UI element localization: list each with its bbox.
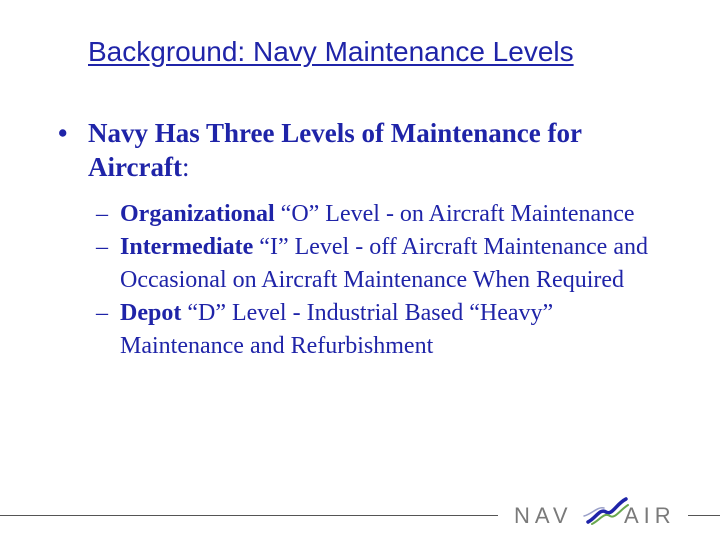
sub-bullet-organizational <box>96 198 676 231</box>
dash-icon: – <box>96 234 108 260</box>
sub-bullet-text: “D” Level - Industrial Based “Heavy” Maintenance and Refurbishment <box>120 300 554 359</box>
sub-bullet-bold: Organizational <box>120 201 275 227</box>
main-bullet-text-wrap <box>88 116 678 184</box>
dash-icon: – <box>96 300 108 326</box>
dash-icon: – <box>96 201 108 227</box>
footer-rule-left <box>0 515 498 516</box>
sub-bullet-depot <box>96 297 676 363</box>
main-bullet <box>58 116 678 184</box>
bullet-dot-icon: • <box>58 118 68 148</box>
main-bullet-text: Navy Has Three Levels of Maintenance for Aircraft <box>88 118 582 182</box>
logo-left-text: NAV <box>514 503 573 528</box>
sub-bullet-text: “I” Level - off Aircraft Maintenance and Occasional on Aircraft Maintenance When Required <box>120 234 648 293</box>
logo-right-text: AIR <box>624 503 676 528</box>
footer-rule-right <box>688 515 720 516</box>
slide-title: Background: Navy Maintenance Levels <box>88 36 574 67</box>
sub-bullet-bold: Intermediate <box>120 234 254 260</box>
sub-bullet-intermediate <box>96 231 676 297</box>
sub-bullet-bold: Depot <box>120 300 182 326</box>
main-bullet-colon: : <box>181 152 190 182</box>
sub-bullet-list <box>96 198 676 363</box>
sub-bullet-text: “O” Level - on Aircraft Maintenance <box>274 201 635 227</box>
navair-logo-icon <box>512 496 682 530</box>
